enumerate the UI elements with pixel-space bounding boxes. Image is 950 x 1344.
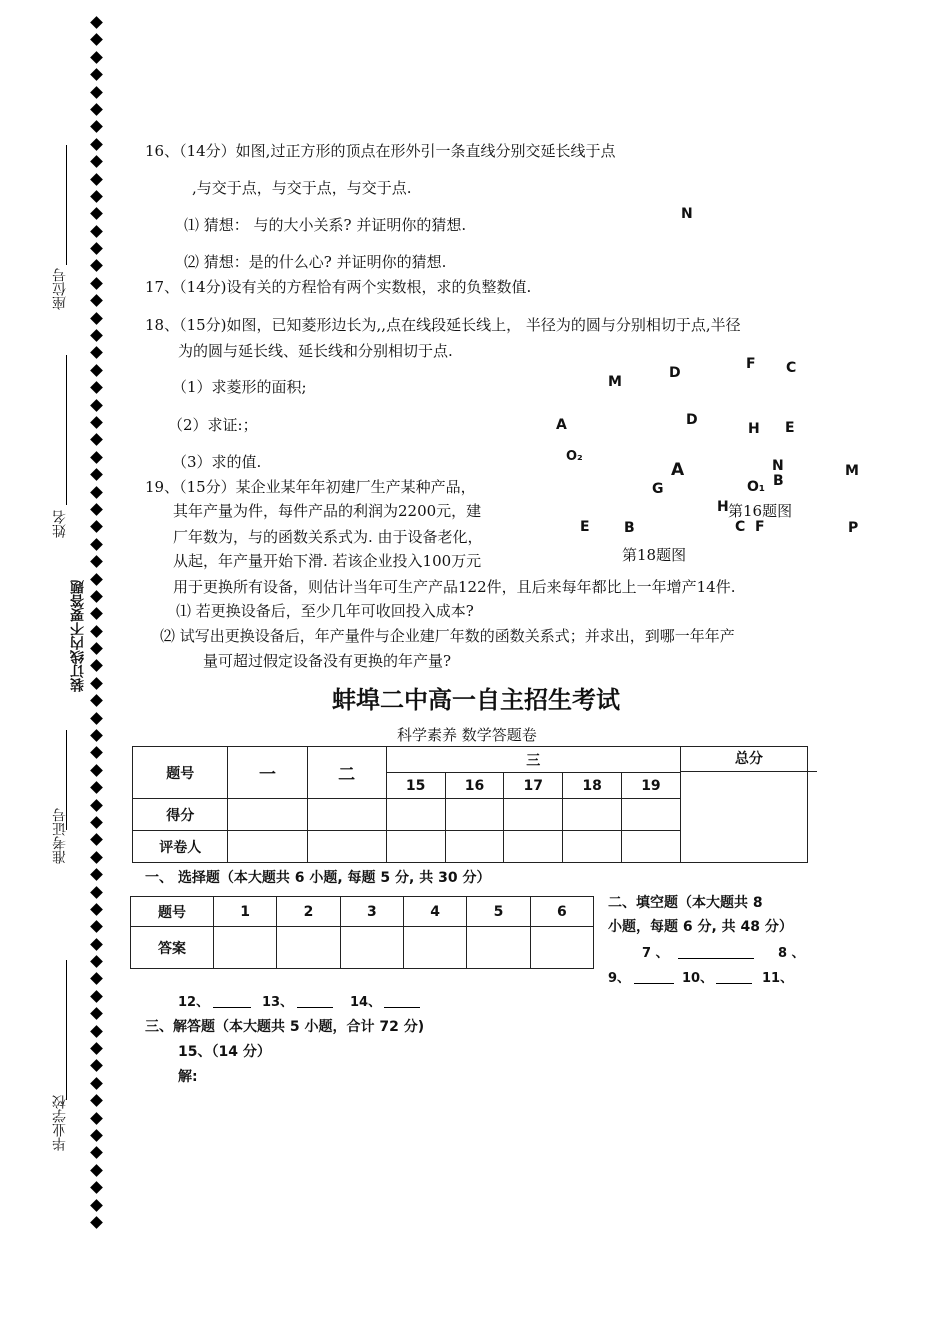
score-header-qno: 题号 [133, 747, 228, 799]
score-cell[interactable] [445, 799, 504, 831]
fig-label: F [755, 519, 765, 535]
section1-heading: 一、 选择题（本大题共 6 小题, 每题 5 分, 共 30 分） [145, 870, 491, 886]
answer-sheet-title: 蚌埠二中高一自主招生考试 [332, 686, 620, 714]
q16-sub2: ⑵ 猜想：是的什么心? 并证明你的猜想. [184, 253, 447, 271]
choice-header-label: 题号 [131, 897, 214, 927]
blank-12-label: 12、 [178, 995, 210, 1010]
grader-cell[interactable] [386, 831, 445, 863]
figure-16-caption: 第16题图 [728, 502, 793, 520]
score-cell[interactable] [563, 799, 622, 831]
fig-label: C [786, 360, 797, 376]
q18-line1: 18、（15分)如图，已知菱形边长为,,点在线段延长线上， 半径为的圆与分别相切于点,半径 [145, 316, 741, 334]
score-header-one: 一 [228, 747, 307, 799]
choice-col-5: 5 [467, 897, 530, 927]
choice-col-1: 1 [214, 897, 277, 927]
blank-8-label: 8 、 [778, 946, 805, 961]
choice-col-3: 3 [340, 897, 403, 927]
q15-label: 15、（14 分） [178, 1044, 271, 1060]
score-row-label: 得分 [133, 799, 228, 831]
blank-7-label: 7 、 [642, 946, 669, 961]
q19-line5: 用于更换所有设备，则估计当年可生产产品122件，且后来每年都比上一年增产14件. [173, 578, 736, 596]
answer-sheet-subtitle: 科学素养 数学答题卷 [397, 726, 537, 744]
binding-diamond-strip [88, 18, 106, 1235]
fig-label: H [748, 421, 760, 437]
grader-cell[interactable] [228, 831, 307, 863]
q16-line1: 16、（14分）如图,过正方形的顶点在形外引一条直线分别交延长线于点 [145, 142, 616, 160]
fig-label: C [735, 519, 746, 535]
blank-10-line[interactable] [716, 969, 752, 984]
score-header-two: 二 [307, 747, 386, 799]
exam-no-label: 准考证号 [52, 808, 68, 864]
section2-heading-line2: 小题，每题 6 分, 共 48 分） [608, 919, 793, 935]
fig-label: F [746, 356, 756, 372]
choice-col-6: 6 [530, 897, 593, 927]
fig-label: P [848, 520, 859, 536]
score-cell[interactable] [307, 799, 386, 831]
score-sub-19: 19 [622, 773, 681, 799]
q19-sub2-line2: 量可超过假定设备没有更换的年产量? [203, 652, 452, 670]
q19-line3: 厂年数为，与的函数关系式为. 由于设备老化， [173, 528, 483, 546]
blank-14-line[interactable] [384, 993, 420, 1008]
grader-cell[interactable] [563, 831, 622, 863]
fig-label: D [669, 365, 681, 381]
score-cell[interactable] [386, 799, 445, 831]
fig-label: B [624, 520, 635, 536]
seat-line [66, 145, 67, 265]
figure-18-caption: 第18题图 [622, 546, 687, 564]
seat-no-label: 座位号 [52, 268, 68, 310]
school-label: 毕业学校 [52, 1095, 68, 1151]
q19-sub1: ⑴ 若更换设备后，至少几年可收回投入成本? [176, 602, 474, 620]
fig-label: M [608, 374, 622, 390]
score-sub-16: 16 [445, 773, 504, 799]
grader-cell[interactable] [445, 831, 504, 863]
fig-label: A [556, 417, 567, 433]
name-label: 姓名 [52, 510, 68, 538]
choice-answer-table [130, 896, 594, 969]
blank-13-line[interactable] [297, 993, 333, 1008]
q19-sub2-line1: ⑵ 试写出更换设备后，年产量件与企业建厂年数的函数关系式；并求出，到哪一年年产 [160, 627, 735, 645]
q16-line2: ,与交于点，与交于点，与交于点. [192, 179, 412, 197]
score-sub-15: 15 [386, 773, 445, 799]
score-sub-18: 18 [563, 773, 622, 799]
grader-row-label: 评卷人 [133, 831, 228, 863]
q17: 17、（14分)设有关的方程恰有两个实数根，求的负整数值. [145, 278, 532, 296]
blank-14-label: 14、 [350, 995, 382, 1010]
solution-label: 解: [178, 1069, 198, 1085]
grader-cell[interactable] [622, 831, 681, 863]
blank-10-label: 10、 [682, 971, 714, 986]
section2-heading-line1: 二、填空题（本大题共 8 [608, 895, 763, 911]
score-table [132, 746, 808, 863]
blank-9-label: 9、 [608, 971, 631, 986]
blank-12-line[interactable] [213, 993, 251, 1008]
fig-label: H [717, 499, 729, 515]
blank-7-line[interactable] [678, 944, 754, 959]
q16-sub1: ⑴ 猜想： 与的大小关系? 并证明你的猜想. [184, 216, 467, 234]
score-header-three: 三 [386, 747, 680, 773]
fig-label: N [772, 458, 784, 474]
choice-answer-cell[interactable] [340, 927, 403, 969]
choice-answer-cell[interactable] [277, 927, 340, 969]
q19-line4: 从起，年产量开始下滑. 若该企业投入100万元 [173, 552, 482, 570]
q18-sub3: （3）求的值. [172, 453, 262, 471]
fig-label: A [671, 460, 685, 480]
score-sub-17: 17 [504, 773, 563, 799]
grader-cell[interactable] [307, 831, 386, 863]
fig-label: O₂ [566, 449, 583, 464]
q18-line2: 为的圆与延长线、延长线和分别相切于点. [178, 342, 453, 360]
fig-label: E [785, 420, 795, 436]
choice-col-4: 4 [403, 897, 466, 927]
q18-sub2: （2）求证:； [168, 416, 258, 434]
fig-label: E [580, 519, 590, 535]
fig-label: N [681, 206, 693, 222]
choice-col-2: 2 [277, 897, 340, 927]
fig-label: O₁ [747, 479, 766, 495]
score-cell[interactable] [622, 799, 681, 831]
fig-label: D [686, 412, 698, 428]
choice-answer-label: 答案 [131, 927, 214, 969]
score-cell[interactable] [228, 799, 307, 831]
score-header-total: 总分 [681, 747, 817, 772]
fig-label: B [773, 473, 784, 489]
q19-line2: 其年产量为件，每件产品的利润为2200元，建 [173, 502, 482, 520]
name-line [66, 355, 67, 505]
blank-13-label: 13、 [262, 995, 294, 1010]
fig-label: M [845, 463, 859, 479]
no-answer-warning: 装订线内不要答题 [70, 580, 86, 692]
score-total-cell [680, 747, 807, 863]
section3-heading: 三、解答题（本大题共 5 小题，合计 72 分) [145, 1019, 425, 1035]
grader-cell[interactable] [504, 831, 563, 863]
choice-answer-cell[interactable] [530, 927, 593, 969]
blank-9-line[interactable] [634, 969, 674, 984]
fig-label: G [652, 481, 664, 497]
choice-answer-cell[interactable] [467, 927, 530, 969]
choice-answer-cell[interactable] [214, 927, 277, 969]
q19-line1: 19、（15分）某企业某年年初建厂生产某种产品， [145, 478, 476, 496]
school-line [66, 960, 67, 1100]
q18-sub1: （1）求菱形的面积; [172, 378, 307, 396]
score-cell[interactable] [504, 799, 563, 831]
choice-answer-cell[interactable] [403, 927, 466, 969]
blank-11-label: 11、 [762, 971, 794, 986]
